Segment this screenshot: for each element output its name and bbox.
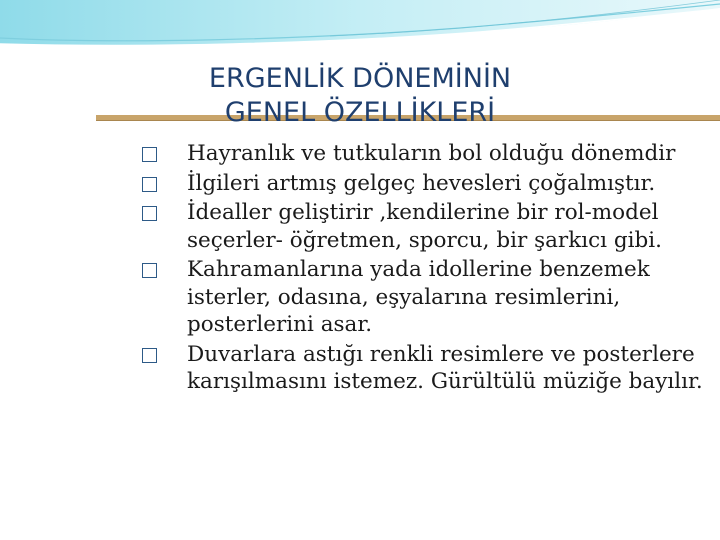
square-bullet-icon [142,147,157,162]
square-bullet-icon [142,206,157,221]
list-item [140,256,715,339]
slide-title [150,62,570,130]
decorative-top-band [0,0,720,70]
list-item [140,199,715,254]
bullet-list [140,140,715,398]
square-bullet-icon [142,348,157,363]
list-item-text: Duvarlara astığı renkli resimlere ve posterlere karışılmasını istemez. Gürültülü müziğe bayılır. [187,341,703,394]
slide-title-line-1: ERGENLİK DÖNEMİNİN [208,63,512,94]
slide-title-line-2: GENEL ÖZELLİKLERİ [224,97,496,128]
list-item [140,170,715,198]
list-item [140,140,715,168]
list-item [140,341,715,396]
square-bullet-icon [142,263,157,278]
list-item-text: Hayranlık ve tutkuların bol olduğu dönemdir [187,141,676,166]
list-item-text: İdealler geliştirir ,kendilerine bir rol-model seçerler- öğretmen, sporcu, bir şarkıcı gibi. [187,200,662,253]
list-item-text: Kahramanlarına yada idollerine benzemek isterler, odasına, eşyalarına resimlerini, posterlerini asar. [187,257,650,337]
square-bullet-icon [142,177,157,192]
list-item-text: İlgileri artmış gelgeç hevesleri çoğalmıştır. [187,170,656,196]
